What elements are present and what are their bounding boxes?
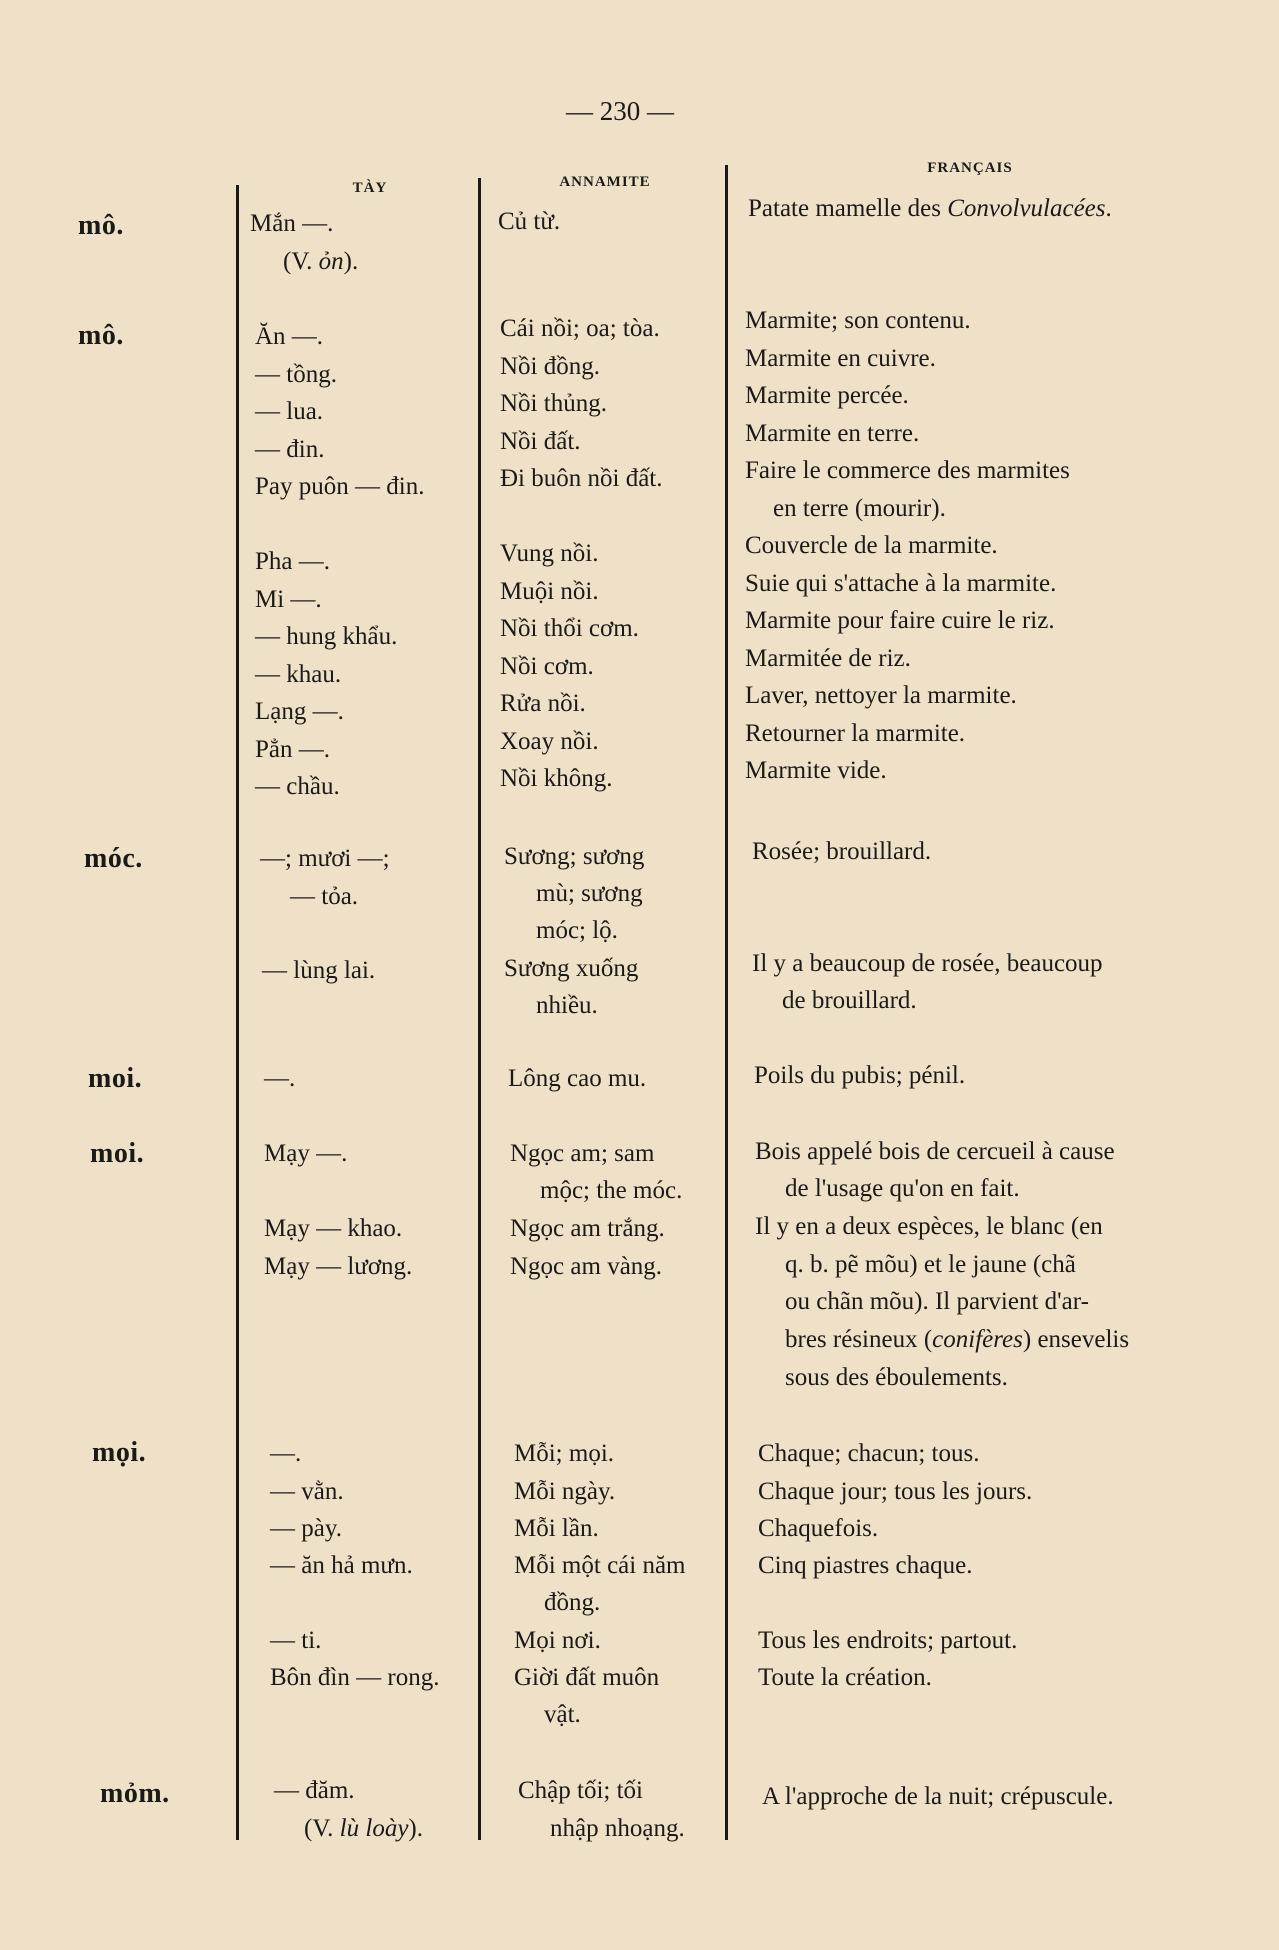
tay-line: Mi —. xyxy=(255,585,322,613)
annamite-line: móc; lộ. xyxy=(536,917,618,944)
tay-line: (V. lù loày). xyxy=(304,1815,423,1842)
tay-line: — ti. xyxy=(270,1627,322,1654)
tay-line: — chầu. xyxy=(255,773,340,800)
headword: moi. xyxy=(90,1138,145,1169)
annamite-line: Rửa nồi. xyxy=(500,690,586,717)
annamite-line: Nồi thủng. xyxy=(500,390,607,417)
tay-line: Lạng —. xyxy=(255,698,344,725)
francais-line: q. b. pẽ mõu) et le jaune (chã xyxy=(785,1251,1076,1278)
annamite-line: Nồi đất. xyxy=(500,427,581,455)
francais-line: Il y a beaucoup de rosée, beaucoup xyxy=(752,950,1103,977)
francais-line: Il y en a deux espèces, le blanc (en xyxy=(755,1213,1103,1240)
tay-line: — vằn. xyxy=(270,1478,344,1505)
headword: móc. xyxy=(84,843,143,874)
annamite-line: Mỗi; mọi. xyxy=(514,1440,615,1467)
francais-line: sous des éboulements. xyxy=(785,1364,1008,1391)
tay-line: Mạy —. xyxy=(264,1140,348,1167)
annamite-line: Củ từ. xyxy=(498,208,561,235)
tay-line: — pày. xyxy=(270,1515,342,1542)
francais-line: Retourner la marmite. xyxy=(745,719,966,747)
francais-line: Laver, nettoyer la marmite. xyxy=(745,682,1017,709)
francais-line: bres résineux (conifères) ensevelis xyxy=(785,1326,1130,1353)
headword: moi. xyxy=(88,1063,143,1094)
francais-line: Marmite en terre. xyxy=(745,419,920,447)
tay-line: — lua. xyxy=(255,398,324,425)
column-rule-left xyxy=(236,185,239,1840)
annamite-line xyxy=(500,498,663,536)
annamite-line: Mỗi ngày. xyxy=(514,1478,616,1505)
annamite-line: Ngọc am vàng. xyxy=(510,1253,663,1280)
francais-line: Chaque jour; tous les jours. xyxy=(758,1478,1033,1505)
annamite-line: Giời đất muôn xyxy=(514,1664,660,1691)
tay-line: Pha —. xyxy=(255,548,330,575)
annamite-line: vật. xyxy=(544,1701,581,1728)
tay-line: —. xyxy=(270,1440,302,1467)
francais-line: Bois appelé bois de cercueil à cause xyxy=(755,1138,1115,1165)
francais-line: Chaquefois. xyxy=(758,1515,879,1542)
tay-line: — tỏa. xyxy=(290,883,359,910)
francais-line: Marmite percée. xyxy=(745,382,909,409)
annamite-line: nhập nhoạng. xyxy=(550,1815,685,1842)
francais-line: Poils du pubis; pénil. xyxy=(754,1062,966,1089)
annamite-line: Mỗi lần. xyxy=(514,1515,599,1542)
header-annamite: ANNAMITE xyxy=(559,174,651,190)
tay-line: —; mươi —; xyxy=(260,845,390,872)
annamite-line: Nồi thổi cơm. xyxy=(500,615,639,642)
annamite-line: Mỗi một cái năm xyxy=(514,1552,686,1579)
francais-line: Marmite pour faire cuire le riz. xyxy=(745,607,1055,634)
tay-line: Mạy — khao. xyxy=(264,1215,403,1242)
francais-line: Suie qui s'attache à la marmite. xyxy=(745,569,1057,597)
tay-line: Pay puôn — đin. xyxy=(255,473,425,500)
tay-line: (V. ỏn). xyxy=(283,248,359,275)
annamite-line: Ngọc am; sam xyxy=(510,1140,655,1167)
annamite-line: Xoay nồi. xyxy=(500,727,599,755)
francais-line: Rosée; brouillard. xyxy=(752,838,932,865)
francais-line: Marmite; son contenu. xyxy=(745,307,971,334)
headword: mô. xyxy=(78,320,124,351)
tay-line: — đin. xyxy=(255,435,325,463)
page-number: — 230 — xyxy=(566,96,674,126)
annamite-line: Sương; sương xyxy=(504,843,645,870)
francais-line: Marmite en cuivre. xyxy=(745,344,936,372)
tay-line: — tồng. xyxy=(255,360,337,388)
annamite-column xyxy=(500,310,663,798)
tay-line: Ăn —. xyxy=(255,323,324,350)
annamite-line: đồng. xyxy=(544,1589,601,1616)
francais-column xyxy=(745,302,1070,790)
francais-line: ou chãn mõu). Il parvient d'ar- xyxy=(785,1288,1089,1315)
annamite-line: mộc; the móc. xyxy=(540,1177,683,1204)
tay-line: — khau. xyxy=(255,660,342,688)
annamite-line: Vung nồi. xyxy=(500,540,599,567)
annamite-line: Muội nồi. xyxy=(500,577,599,605)
francais-line: Faire le commerce des marmites xyxy=(745,457,1070,484)
tay-line: Pẳn —. xyxy=(255,735,330,763)
tay-line: Mạy — lương. xyxy=(264,1253,413,1280)
francais-line: de l'usage qu'on en fait. xyxy=(785,1175,1020,1202)
tay-line: Mắn —. xyxy=(250,210,334,237)
annamite-line: Nồi không. xyxy=(500,765,613,792)
headword: mỏm. xyxy=(100,1778,170,1809)
francais-line: Patate mamelle des Convolvulacées. xyxy=(748,195,1112,222)
tay-line: —. xyxy=(264,1065,296,1092)
francais-line: Tous les endroits; partout. xyxy=(758,1627,1018,1654)
francais-line: Chaque; chacun; tous. xyxy=(758,1440,980,1467)
annamite-line: Nồi đồng. xyxy=(500,352,600,380)
headword: mô. xyxy=(78,210,124,241)
annamite-line: mù; sương xyxy=(536,880,643,907)
header-tay: TÀY xyxy=(352,180,388,196)
tay-line xyxy=(255,506,424,544)
column-rule-middle xyxy=(478,178,481,1840)
francais-line: Cinq piastres chaque. xyxy=(758,1552,973,1579)
francais-line: Couvercle de la marmite. xyxy=(745,532,998,559)
annamite-line: Sương xuống xyxy=(504,955,639,982)
headword: mọi. xyxy=(92,1437,147,1468)
tay-line: — lùng lai. xyxy=(262,957,376,984)
annamite-line: Mọi nơi. xyxy=(514,1627,601,1654)
annamite-line: Lông cao mu. xyxy=(508,1065,647,1092)
tay-line: — hung khẩu. xyxy=(255,623,398,650)
column-rule-right xyxy=(725,165,728,1840)
tay-line: Bôn đìn — rong. xyxy=(270,1664,440,1691)
francais-line: Marmite vide. xyxy=(745,757,887,784)
francais-line: Toute la création. xyxy=(758,1664,932,1691)
annamite-line: nhiều. xyxy=(536,992,598,1019)
annamite-line: Ngọc am trắng. xyxy=(510,1215,665,1242)
francais-line: A l'approche de la nuit; crépuscule. xyxy=(762,1783,1114,1810)
annamite-line: Cái nồi; oa; tòa. xyxy=(500,315,660,342)
tay-line: — ăn hả mưn. xyxy=(270,1552,413,1579)
tay-line: — đăm. xyxy=(274,1777,355,1804)
francais-line: Marmitée de riz. xyxy=(745,644,911,672)
francais-line: de brouillard. xyxy=(782,987,917,1014)
annamite-line: Nồi cơm. xyxy=(500,652,594,680)
tay-column xyxy=(255,318,424,806)
annamite-line: Chập tối; tối xyxy=(518,1777,643,1804)
header-francais: FRANÇAIS xyxy=(927,160,1013,176)
francais-line: en terre (mourir). xyxy=(773,494,946,522)
annamite-line: Đi buôn nồi đất. xyxy=(500,465,663,492)
